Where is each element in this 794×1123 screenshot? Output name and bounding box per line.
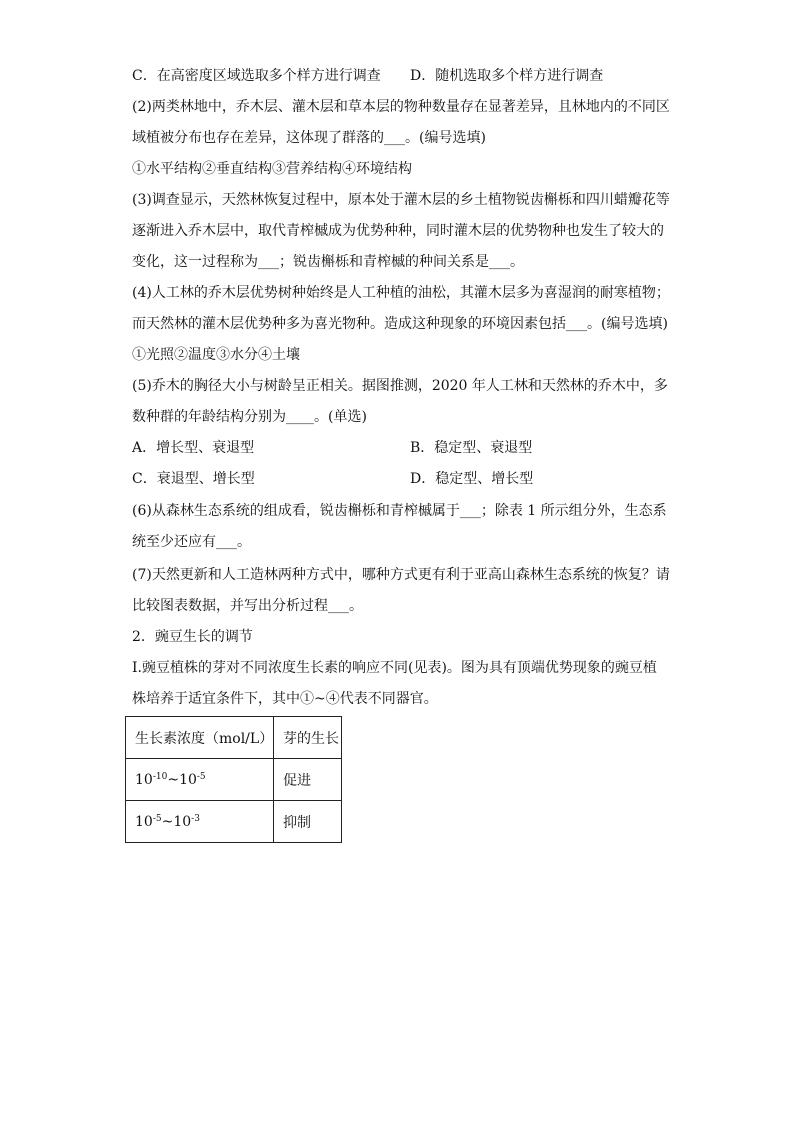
question-5-text-cont: 数种群的年龄结构分别为____。(单选) bbox=[132, 409, 367, 425]
question-4-text: (4)人工林的乔木层优势树种始终是人工种植的油松，其灌木层多为喜湿润的耐寒植物； bbox=[132, 285, 670, 301]
table-header-cell: 芽的生长 bbox=[274, 717, 342, 759]
table-cell-concentration: $10^{-5}\sim 10^{-3}$ bbox=[126, 801, 274, 843]
question-4-choices: ①光照②温度③水分④土壤 bbox=[132, 347, 300, 363]
table-row bbox=[126, 759, 342, 801]
question-7-text-cont: 比较图表数据，并写出分析过程___。 bbox=[132, 598, 363, 614]
table-cell-concentration: $10^{-10}\sim 10^{-5}$ bbox=[126, 759, 274, 801]
question-2-text: (2)两类林地中，乔木层、灌木层和草本层的物种数量存在显著差异，且林地内的不同区 bbox=[132, 99, 670, 115]
question-3-text: (3)调查显示，天然林恢复过程中，原本处于灌木层的乡土植物锐齿槲栎和四川蜡瓣花等 bbox=[132, 192, 670, 208]
section-title: 2．豌豆生长的调节 bbox=[132, 629, 253, 645]
table-row bbox=[126, 801, 342, 843]
question-6-text-cont: 统至少还应有___。 bbox=[132, 534, 251, 550]
section-intro-cont: 株培养于适宜条件下，其中①~④代表不同器官。 bbox=[132, 691, 438, 707]
option-c-q1: C．在高密度区域选取多个样方进行调查 bbox=[132, 68, 381, 84]
section-intro: I.豌豆植株的芽对不同浓度生长素的响应不同(见表)。图为具有顶端优势现象的豌豆植 bbox=[132, 660, 657, 676]
table-cell-effect: 促进 bbox=[274, 759, 342, 801]
auxin-response-table bbox=[125, 716, 342, 843]
option-b-q5: B．稳定型、衰退型 bbox=[410, 440, 533, 456]
question-6-text: (6)从森林生态系统的组成看，锐齿槲栎和青榨槭属于___；除表 1 所示组分外，生态系 bbox=[132, 503, 667, 519]
question-3-text-cont: 逐渐进入乔木层中，取代青榨槭成为优势种种，同时灌木层的优势物种也发生了较大的 bbox=[132, 223, 664, 239]
option-c-q5: C．衰退型、增长型 bbox=[132, 471, 255, 487]
question-7-text: (7)天然更新和人工造林两种方式中，哪种方式更有利于亚高山森林生态系统的恢复？请 bbox=[132, 567, 670, 583]
option-a-q5: A．增长型、衰退型 bbox=[132, 440, 255, 456]
option-d-q5: D．稳定型、增长型 bbox=[410, 471, 534, 487]
table-header-row bbox=[126, 717, 342, 759]
question-3-text-end: 变化，这一过程称为___；锐齿槲栎和青榨槭的种间关系是___。 bbox=[132, 254, 524, 270]
table-header-cell: 生长素浓度（mol/L） bbox=[126, 717, 274, 759]
table-cell-effect: 抑制 bbox=[274, 801, 342, 843]
question-5-text: (5)乔木的胸径大小与树龄呈正相关。据图推测，2020 年人工林和天然林的乔木中，多 bbox=[132, 378, 668, 394]
question-2-choices: ①水平结构②垂直结构③营养结构④环境结构 bbox=[132, 161, 412, 177]
question-4-text-cont: 而天然林的灌木层优势种多为喜光物种。造成这种现象的环境因素包括___。(编号选填) bbox=[132, 316, 668, 332]
option-d-q1: D．随机选取多个样方进行调查 bbox=[410, 68, 604, 84]
question-2-text-cont: 域植被分布也存在差异，这体现了群落的___。(编号选填) bbox=[132, 130, 486, 146]
